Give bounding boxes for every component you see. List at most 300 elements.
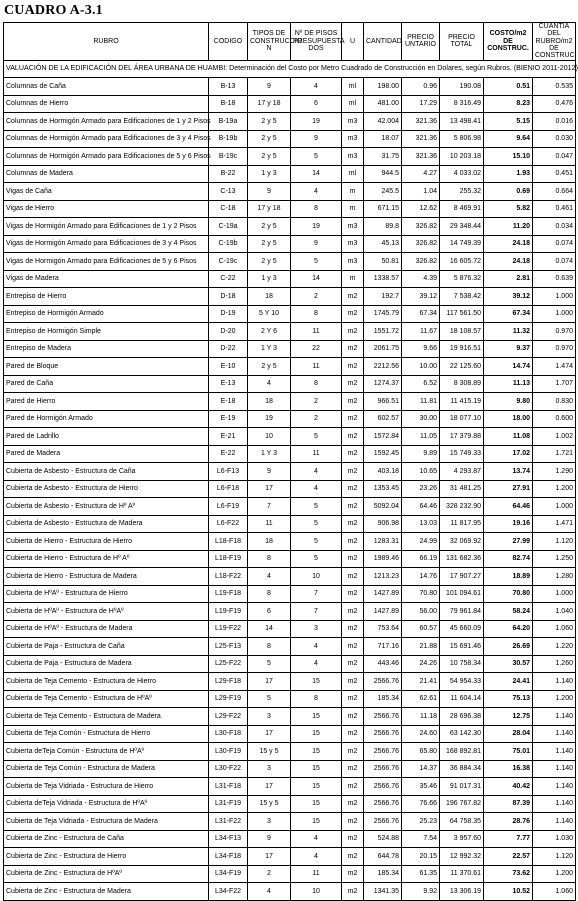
cell-tipos: 1 Y 3 xyxy=(248,340,291,358)
cell-unit: m2 xyxy=(342,620,364,638)
cell-cantidad: 524.88 xyxy=(364,830,402,848)
cell-rubro: Vigas de Hormigón Armado para Edificaciones de 5 y 6 Pisos xyxy=(4,253,209,271)
cell-cantidad: 1283.31 xyxy=(364,533,402,551)
cell-precio-total: 11 817.95 xyxy=(440,515,484,533)
cell-codigo: L31-F19 xyxy=(209,795,248,813)
cell-costo-m2: 75.13 xyxy=(484,690,533,708)
table-row xyxy=(4,743,576,761)
cell-rubro: Cubierta de Asbesto - Estructura de Hierro xyxy=(4,480,209,498)
table-row xyxy=(4,428,576,446)
cell-unit: m2 xyxy=(342,568,364,586)
cell-tipos: 11 xyxy=(248,515,291,533)
cell-cuantia: 1.260 xyxy=(533,655,576,673)
cell-codigo: L30-F19 xyxy=(209,743,248,761)
cell-tipos: 9 xyxy=(248,183,291,201)
cell-costo-m2: 9.64 xyxy=(484,130,533,148)
table-row xyxy=(4,603,576,621)
cell-cantidad: 906.98 xyxy=(364,515,402,533)
cell-precio-unitario: 1.04 xyxy=(402,183,440,201)
cell-codigo: C-13 xyxy=(209,183,248,201)
cell-cuantia: 0.074 xyxy=(533,235,576,253)
cell-precio-unitario: 20.15 xyxy=(402,848,440,866)
cell-costo-m2: 24.18 xyxy=(484,253,533,271)
cell-cuantia: 1.200 xyxy=(533,865,576,883)
cell-tipos: 2 y 5 xyxy=(248,218,291,236)
cell-costo-m2: 16.38 xyxy=(484,760,533,778)
cell-pisos: 2 xyxy=(291,393,342,411)
cell-pisos: 15 xyxy=(291,795,342,813)
cell-tipos: 5 Y 10 xyxy=(248,305,291,323)
cell-pisos: 5 xyxy=(291,428,342,446)
cell-cuantia: 1.140 xyxy=(533,795,576,813)
cell-pisos: 4 xyxy=(291,848,342,866)
cell-tipos: 10 xyxy=(248,428,291,446)
cell-costo-m2: 13.74 xyxy=(484,463,533,481)
cell-rubro: Cubierta de Teja Común - Estructura de Hierro xyxy=(4,725,209,743)
cell-cantidad: 2566.76 xyxy=(364,673,402,691)
cell-costo-m2: 17.02 xyxy=(484,445,533,463)
cell-rubro: Vigas de Hormigón Armado para Edificaciones de 3 y 4 Pisos xyxy=(4,235,209,253)
cell-pisos: 10 xyxy=(291,883,342,901)
cell-cantidad: 5092.04 xyxy=(364,498,402,516)
table-row xyxy=(4,95,576,113)
cell-cantidad: 31.75 xyxy=(364,148,402,166)
cell-precio-unitario: 56.00 xyxy=(402,603,440,621)
cell-cuantia: 1.002 xyxy=(533,428,576,446)
cell-codigo: B-19a xyxy=(209,113,248,131)
cell-precio-unitario: 326.82 xyxy=(402,253,440,271)
header-unit: U xyxy=(342,23,364,61)
cell-pisos: 4 xyxy=(291,830,342,848)
cell-precio-total: 54 954.33 xyxy=(440,673,484,691)
cell-tipos: 18 xyxy=(248,288,291,306)
cell-unit: ml xyxy=(342,95,364,113)
cell-rubro: Entrepiso de Hormigón Armado xyxy=(4,305,209,323)
cell-tipos: 5 xyxy=(248,655,291,673)
table-caption: VALUACIÓN DE LA EDIFICACIÓN DEL ÁREA URBANA DE HUAMBI: Determinación del Costo por Metro Cuadrado de Construcción en Dolares, según Rubros. (BIENIO 2011-2012) xyxy=(4,60,576,78)
cell-precio-total: 17 907.27 xyxy=(440,568,484,586)
cell-rubro: Pared de Caña xyxy=(4,375,209,393)
cell-pisos: 14 xyxy=(291,270,342,288)
cell-precio-total: 328 232.90 xyxy=(440,498,484,516)
cell-pisos: 4 xyxy=(291,480,342,498)
cell-cantidad: 2566.76 xyxy=(364,743,402,761)
cell-pisos: 4 xyxy=(291,183,342,201)
cell-precio-unitario: 67.34 xyxy=(402,305,440,323)
header-rubro: RUBRO xyxy=(4,23,209,61)
cell-unit: m2 xyxy=(342,848,364,866)
table-row xyxy=(4,725,576,743)
cell-cuantia: 0.664 xyxy=(533,183,576,201)
cell-rubro: Cubierta deTeja Vidriada - Estructura de HºAº xyxy=(4,795,209,813)
cell-rubro: Entrepiso de Madera xyxy=(4,340,209,358)
cell-precio-unitario: 21.88 xyxy=(402,638,440,656)
cell-rubro: Vigas de Caña xyxy=(4,183,209,201)
cell-codigo: L29-F22 xyxy=(209,708,248,726)
cell-tipos: 14 xyxy=(248,620,291,638)
cell-rubro: Cubierta de Paja - Estructura de Caña xyxy=(4,638,209,656)
cell-precio-total: 15 749.33 xyxy=(440,445,484,463)
cell-cantidad: 1551.72 xyxy=(364,323,402,341)
cell-costo-m2: 28.04 xyxy=(484,725,533,743)
cell-precio-total: 18 077.10 xyxy=(440,410,484,428)
cell-tipos: 15 y 5 xyxy=(248,743,291,761)
cell-cuantia: 1.140 xyxy=(533,743,576,761)
cell-codigo: L31-F22 xyxy=(209,813,248,831)
cell-cantidad: 602.57 xyxy=(364,410,402,428)
cell-cantidad: 403.18 xyxy=(364,463,402,481)
cell-pisos: 4 xyxy=(291,655,342,673)
cell-codigo: B-13 xyxy=(209,78,248,96)
table-row xyxy=(4,323,576,341)
cell-precio-total: 36 884.34 xyxy=(440,760,484,778)
cell-cuantia: 1.200 xyxy=(533,480,576,498)
cell-costo-m2: 40.42 xyxy=(484,778,533,796)
cell-cuantia: 1.030 xyxy=(533,830,576,848)
cell-pisos: 15 xyxy=(291,743,342,761)
cell-precio-total: 11 415.19 xyxy=(440,393,484,411)
cell-precio-unitario: 4.39 xyxy=(402,270,440,288)
cell-rubro: Columnas de Hormigón Armado para Edificaciones de 5 y 6 Pisos xyxy=(4,148,209,166)
cell-cantidad: 45.13 xyxy=(364,235,402,253)
cell-precio-unitario: 65.80 xyxy=(402,743,440,761)
cell-pisos: 11 xyxy=(291,865,342,883)
cell-cantidad: 966.51 xyxy=(364,393,402,411)
cell-precio-total: 45 660.09 xyxy=(440,620,484,638)
cell-pisos: 22 xyxy=(291,340,342,358)
table-row xyxy=(4,760,576,778)
cell-precio-total: 11 604.14 xyxy=(440,690,484,708)
cell-cuantia: 0.970 xyxy=(533,340,576,358)
cell-rubro: Cubierta de Paja - Estructura de Madera xyxy=(4,655,209,673)
cell-codigo: L6-F22 xyxy=(209,515,248,533)
cell-cuantia: 1.000 xyxy=(533,498,576,516)
table-row xyxy=(4,305,576,323)
cell-unit: m2 xyxy=(342,393,364,411)
cell-cantidad: 1427.89 xyxy=(364,585,402,603)
header-precio-unitario: PRECIO UNTARIO xyxy=(402,23,440,61)
cell-codigo: C-22 xyxy=(209,270,248,288)
cell-unit: m2 xyxy=(342,708,364,726)
cell-costo-m2: 14.74 xyxy=(484,358,533,376)
cell-rubro: Cubierta de HºAº - Estructura de Madera xyxy=(4,620,209,638)
cell-costo-m2: 24.41 xyxy=(484,673,533,691)
table-row xyxy=(4,515,576,533)
cell-rubro: Cubierta de HºAº - Estructura de HºAº xyxy=(4,603,209,621)
cell-cantidad: 2566.76 xyxy=(364,795,402,813)
cell-cantidad: 2566.76 xyxy=(364,725,402,743)
cell-pisos: 19 xyxy=(291,218,342,236)
cell-cuantia: 1.140 xyxy=(533,673,576,691)
cell-pisos: 15 xyxy=(291,813,342,831)
cell-unit: m2 xyxy=(342,743,364,761)
table-row xyxy=(4,848,576,866)
table-row xyxy=(4,148,576,166)
cell-codigo: C-19c xyxy=(209,253,248,271)
cell-pisos: 4 xyxy=(291,463,342,481)
table-row xyxy=(4,813,576,831)
cell-precio-unitario: 0.96 xyxy=(402,78,440,96)
cell-codigo: B-22 xyxy=(209,165,248,183)
cell-rubro: Cubierta de Teja Vidriada - Estructura de Hierro xyxy=(4,778,209,796)
cell-cuantia: 1.000 xyxy=(533,585,576,603)
cell-tipos: 2 y 5 xyxy=(248,253,291,271)
cell-costo-m2: 10.52 xyxy=(484,883,533,901)
cell-codigo: L25-F22 xyxy=(209,655,248,673)
cell-rubro: Cubierta de Hierro - Estructura de Hº Aº xyxy=(4,550,209,568)
cell-tipos: 1 Y 3 xyxy=(248,445,291,463)
cell-codigo: E-21 xyxy=(209,428,248,446)
cell-tipos: 5 xyxy=(248,690,291,708)
cell-costo-m2: 5.82 xyxy=(484,200,533,218)
cell-tipos: 18 xyxy=(248,533,291,551)
cell-cantidad: 2212.56 xyxy=(364,358,402,376)
cell-tipos: 8 xyxy=(248,550,291,568)
cell-unit: m3 xyxy=(342,148,364,166)
cell-precio-total: 28 696.38 xyxy=(440,708,484,726)
cell-rubro: Vigas de Hormigón Armado para Edificaciones de 1 y 2 Pisos xyxy=(4,218,209,236)
cell-rubro: Cubierta de Teja Cemento - Estructura de HºAº xyxy=(4,690,209,708)
table-row xyxy=(4,463,576,481)
cell-precio-unitario: 17.29 xyxy=(402,95,440,113)
cell-costo-m2: 70.80 xyxy=(484,585,533,603)
cell-cuantia: 0.030 xyxy=(533,130,576,148)
cell-tipos: 8 xyxy=(248,638,291,656)
cell-rubro: Entrepiso de Hormigón Simple xyxy=(4,323,209,341)
cell-tipos: 4 xyxy=(248,375,291,393)
cell-rubro: Pared de Hierro xyxy=(4,393,209,411)
cell-precio-total: 14 749.39 xyxy=(440,235,484,253)
cell-rubro: Cubierta de Asbesto - Estructura de Hº Aº xyxy=(4,498,209,516)
table-row xyxy=(4,480,576,498)
cell-precio-unitario: 11.81 xyxy=(402,393,440,411)
cell-cuantia: 1.280 xyxy=(533,568,576,586)
cell-cantidad: 1427.89 xyxy=(364,603,402,621)
cell-costo-m2: 12.75 xyxy=(484,708,533,726)
cell-cantidad: 192.7 xyxy=(364,288,402,306)
cell-rubro: Cubierta de Zinc - Estructura de Madera xyxy=(4,883,209,901)
cell-unit: m2 xyxy=(342,410,364,428)
cell-precio-total: 79 961.84 xyxy=(440,603,484,621)
cell-tipos: 1 y 3 xyxy=(248,270,291,288)
cell-precio-unitario: 60.57 xyxy=(402,620,440,638)
cell-tipos: 2 y 5 xyxy=(248,148,291,166)
table-row xyxy=(4,690,576,708)
cell-cantidad: 644.78 xyxy=(364,848,402,866)
cell-cantidad: 717.16 xyxy=(364,638,402,656)
cell-codigo: E-13 xyxy=(209,375,248,393)
cell-unit: m xyxy=(342,183,364,201)
cell-unit: m2 xyxy=(342,795,364,813)
cell-precio-total: 91 017.31 xyxy=(440,778,484,796)
cell-codigo: B-18 xyxy=(209,95,248,113)
cell-unit: m3 xyxy=(342,218,364,236)
cell-precio-total: 12 992.32 xyxy=(440,848,484,866)
cell-precio-unitario: 23.26 xyxy=(402,480,440,498)
cell-precio-total: 117 561.50 xyxy=(440,305,484,323)
cell-pisos: 9 xyxy=(291,235,342,253)
cell-unit: m2 xyxy=(342,340,364,358)
cell-costo-m2: 75.01 xyxy=(484,743,533,761)
table-row xyxy=(4,358,576,376)
cell-rubro: Columnas de Madera xyxy=(4,165,209,183)
cell-precio-total: 32 069.92 xyxy=(440,533,484,551)
cell-cantidad: 443.46 xyxy=(364,655,402,673)
cell-costo-m2: 73.62 xyxy=(484,865,533,883)
cell-unit: m2 xyxy=(342,638,364,656)
cell-precio-unitario: 9.92 xyxy=(402,883,440,901)
cell-cantidad: 1745.79 xyxy=(364,305,402,323)
cell-costo-m2: 0.51 xyxy=(484,78,533,96)
cell-cuantia: 1.060 xyxy=(533,883,576,901)
cell-precio-unitario: 25.23 xyxy=(402,813,440,831)
table-row xyxy=(4,410,576,428)
cell-precio-unitario: 326.82 xyxy=(402,218,440,236)
cell-cantidad: 2566.76 xyxy=(364,778,402,796)
table-row xyxy=(4,830,576,848)
cell-cuantia: 1.140 xyxy=(533,778,576,796)
cell-costo-m2: 24.18 xyxy=(484,235,533,253)
cell-rubro: Cubierta deTeja Común - Estructura de HºAº xyxy=(4,743,209,761)
cell-cuantia: 0.535 xyxy=(533,78,576,96)
cell-unit: m2 xyxy=(342,463,364,481)
cell-rubro: Cubierta de HºAº - Estructura de Hierro xyxy=(4,585,209,603)
table-row xyxy=(4,218,576,236)
cell-unit: m2 xyxy=(342,725,364,743)
cell-precio-unitario: 35.46 xyxy=(402,778,440,796)
cell-cantidad: 2566.76 xyxy=(364,760,402,778)
cell-pisos: 8 xyxy=(291,305,342,323)
cell-precio-total: 13 498.41 xyxy=(440,113,484,131)
cell-codigo: L34-F18 xyxy=(209,848,248,866)
cell-codigo: L30-F18 xyxy=(209,725,248,743)
cell-cuantia: 0.451 xyxy=(533,165,576,183)
cell-precio-unitario: 62.61 xyxy=(402,690,440,708)
table-row xyxy=(4,865,576,883)
cell-tipos: 17 xyxy=(248,848,291,866)
cell-cantidad: 185.34 xyxy=(364,690,402,708)
table-row xyxy=(4,183,576,201)
cell-cantidad: 2061.75 xyxy=(364,340,402,358)
table-row xyxy=(4,340,576,358)
cell-precio-unitario: 326.82 xyxy=(402,235,440,253)
cell-precio-total: 190.08 xyxy=(440,78,484,96)
cell-cuantia: 1.250 xyxy=(533,550,576,568)
cell-cantidad: 1274.37 xyxy=(364,375,402,393)
cell-rubro: Vigas de Hierro xyxy=(4,200,209,218)
table-row xyxy=(4,883,576,901)
cell-cuantia: 1.140 xyxy=(533,708,576,726)
cell-codigo: L31-F18 xyxy=(209,778,248,796)
cell-precio-unitario: 9.89 xyxy=(402,445,440,463)
cell-costo-m2: 39.12 xyxy=(484,288,533,306)
cell-cuantia: 1.140 xyxy=(533,725,576,743)
cell-rubro: Cubierta de Teja Vidriada - Estructura de Madera xyxy=(4,813,209,831)
cell-precio-total: 18 108.57 xyxy=(440,323,484,341)
cell-costo-m2: 2.81 xyxy=(484,270,533,288)
cell-cantidad: 2566.76 xyxy=(364,813,402,831)
cell-tipos: 18 xyxy=(248,393,291,411)
cell-precio-unitario: 6.52 xyxy=(402,375,440,393)
cell-pisos: 5 xyxy=(291,515,342,533)
cell-codigo: B-19b xyxy=(209,130,248,148)
cell-costo-m2: 87.39 xyxy=(484,795,533,813)
cell-cuantia: 1.707 xyxy=(533,375,576,393)
cell-precio-total: 196 767.82 xyxy=(440,795,484,813)
cell-unit: m2 xyxy=(342,533,364,551)
cell-rubro: Columnas de Hormigón Armado para Edificaciones de 1 y 2 Pisos xyxy=(4,113,209,131)
cell-tipos: 17 y 18 xyxy=(248,200,291,218)
cell-cuantia: 0.830 xyxy=(533,393,576,411)
table-row xyxy=(4,270,576,288)
cell-precio-unitario: 9.66 xyxy=(402,340,440,358)
cell-cantidad: 1213.23 xyxy=(364,568,402,586)
cell-precio-unitario: 321.36 xyxy=(402,113,440,131)
cell-tipos: 9 xyxy=(248,830,291,848)
cell-codigo: L19-F18 xyxy=(209,585,248,603)
cell-costo-m2: 26.69 xyxy=(484,638,533,656)
cell-precio-unitario: 10.00 xyxy=(402,358,440,376)
cell-cantidad: 245.5 xyxy=(364,183,402,201)
cell-rubro: Cubierta de Teja Común - Estructura de Madera xyxy=(4,760,209,778)
cell-unit: m2 xyxy=(342,305,364,323)
cell-cuantia: 1.721 xyxy=(533,445,576,463)
cell-codigo: L6-F13 xyxy=(209,463,248,481)
cell-rubro: Columnas de Hormigón Armado para Edificaciones de 3 y 4 Pisos xyxy=(4,130,209,148)
cell-cuantia: 1.471 xyxy=(533,515,576,533)
cell-rubro: Columnas de Hierro xyxy=(4,95,209,113)
cell-codigo: L6-F19 xyxy=(209,498,248,516)
cell-precio-total: 10 203.18 xyxy=(440,148,484,166)
cell-precio-total: 5 806.98 xyxy=(440,130,484,148)
cell-unit: m3 xyxy=(342,113,364,131)
cell-cuantia: 0.476 xyxy=(533,95,576,113)
cell-precio-unitario: 70.80 xyxy=(402,585,440,603)
cell-pisos: 8 xyxy=(291,375,342,393)
cell-precio-unitario: 30.00 xyxy=(402,410,440,428)
cell-cuantia: 0.461 xyxy=(533,200,576,218)
cell-cuantia: 1.000 xyxy=(533,288,576,306)
cell-codigo: L29-F18 xyxy=(209,673,248,691)
cell-precio-total: 10 758.34 xyxy=(440,655,484,673)
cell-unit: ml xyxy=(342,165,364,183)
cell-pisos: 11 xyxy=(291,445,342,463)
cell-unit: m2 xyxy=(342,673,364,691)
cell-rubro: Pared de Ladrillo xyxy=(4,428,209,446)
cell-costo-m2: 64.46 xyxy=(484,498,533,516)
cell-precio-unitario: 321.36 xyxy=(402,148,440,166)
cell-rubro: Cubierta de Zinc - Estructura de Caña xyxy=(4,830,209,848)
cell-precio-total: 13 306.19 xyxy=(440,883,484,901)
cell-codigo: L19-F19 xyxy=(209,603,248,621)
cell-costo-m2: 9.80 xyxy=(484,393,533,411)
cell-precio-total: 17 379.88 xyxy=(440,428,484,446)
cell-precio-total: 3 957.60 xyxy=(440,830,484,848)
cell-unit: m2 xyxy=(342,655,364,673)
cell-costo-m2: 18.00 xyxy=(484,410,533,428)
cell-pisos: 4 xyxy=(291,78,342,96)
cell-cuantia: 1.000 xyxy=(533,305,576,323)
cell-codigo: L25-F13 xyxy=(209,638,248,656)
cell-pisos: 11 xyxy=(291,358,342,376)
cell-unit: m2 xyxy=(342,323,364,341)
cell-cantidad: 671.15 xyxy=(364,200,402,218)
cell-precio-unitario: 64.46 xyxy=(402,498,440,516)
cell-cuantia: 1.060 xyxy=(533,620,576,638)
table-row xyxy=(4,585,576,603)
table-row xyxy=(4,533,576,551)
cell-costo-m2: 22.57 xyxy=(484,848,533,866)
